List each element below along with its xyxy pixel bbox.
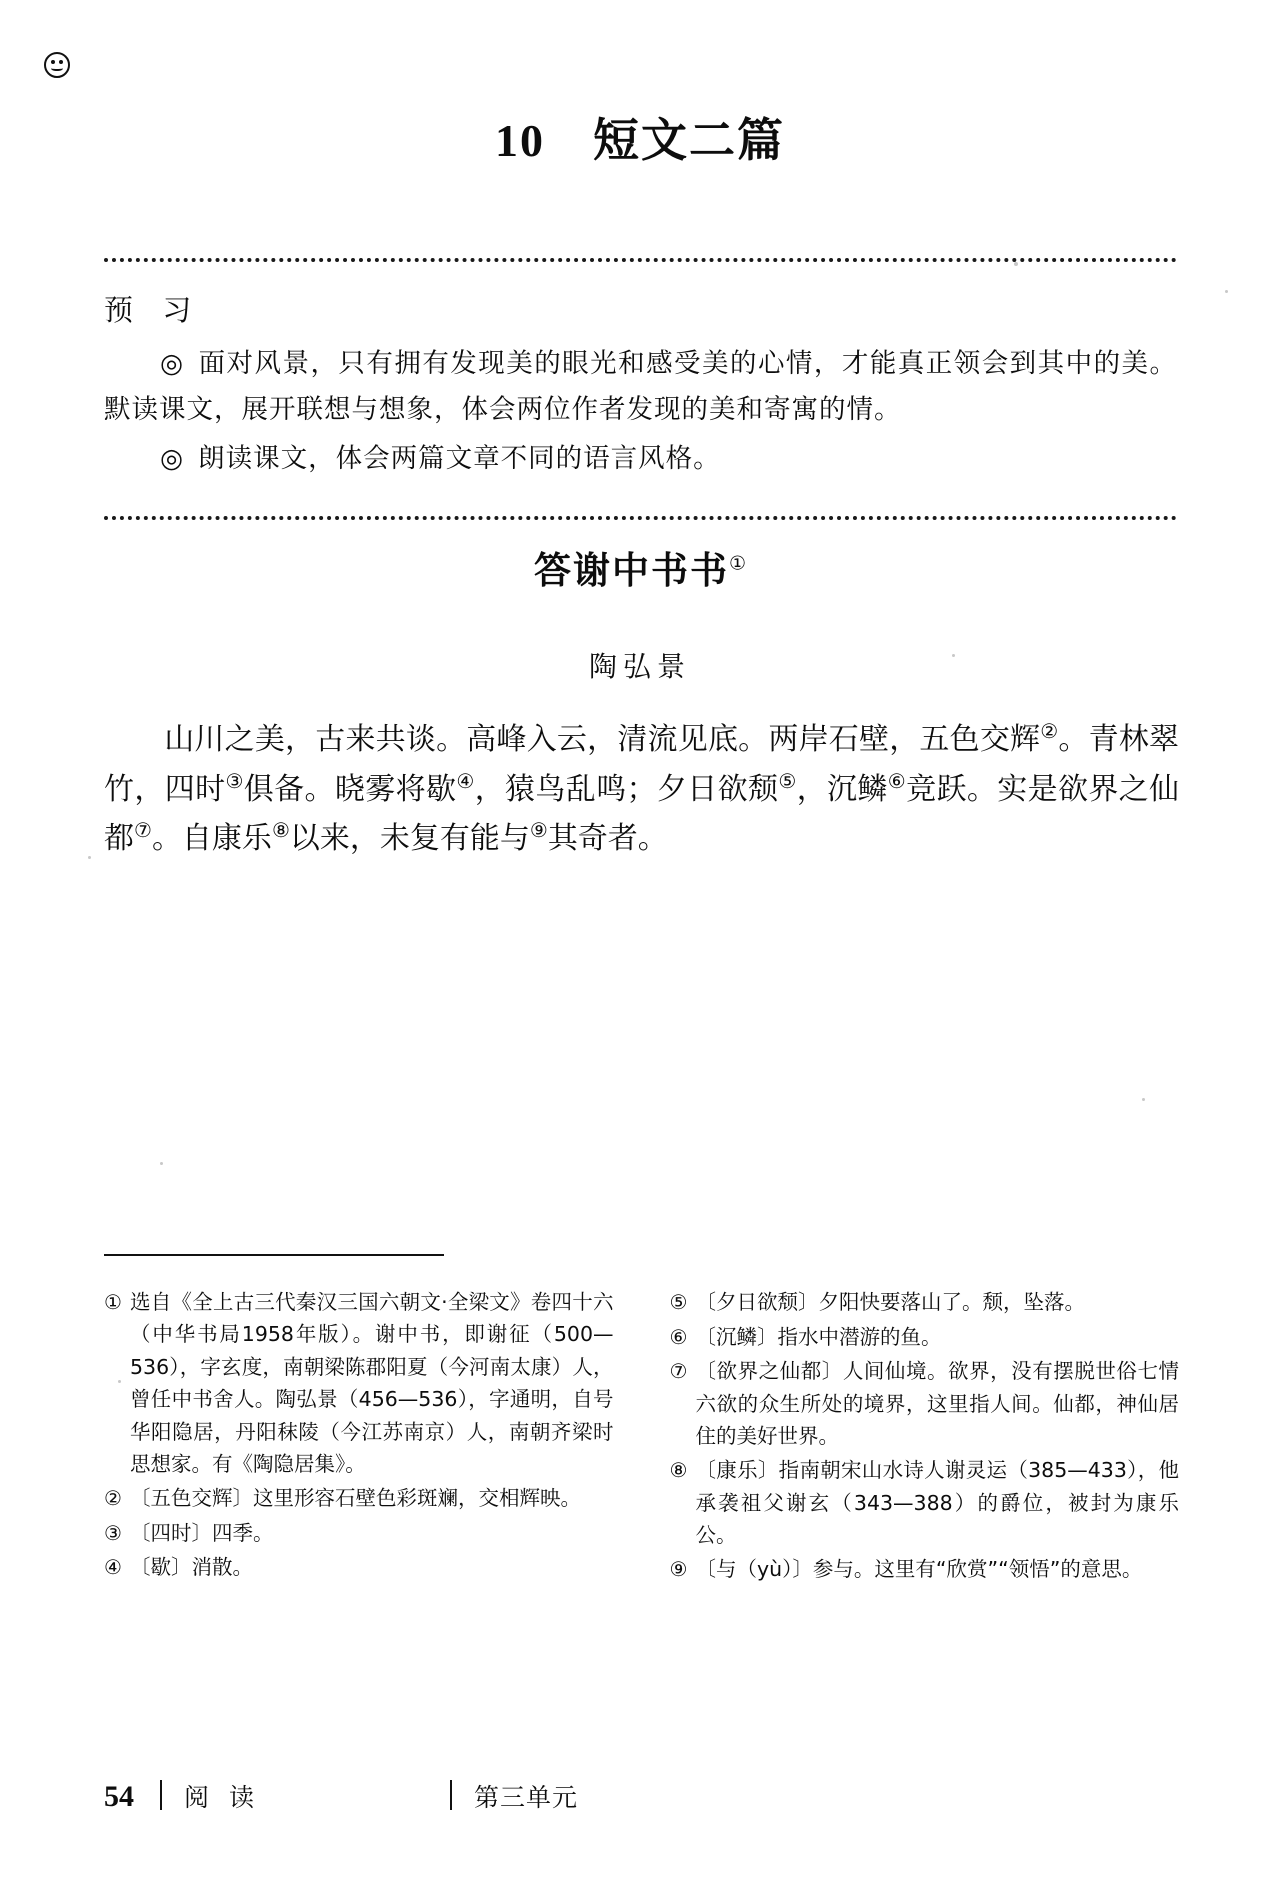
footnote-item [104,1551,614,1584]
footnote-item [670,1321,1180,1354]
footnote-text: 〔五色交辉〕这里形容石壁色彩斑斓，交相辉映。 [130,1486,581,1511]
article-title-text: 答谢中书书 [533,549,729,592]
preview-item-2-text: 朗读课文，体会两篇文章不同的语言风格。 [198,443,721,475]
footnote-marker: ② [104,1486,122,1511]
preview-bottom-divider [104,516,1177,520]
article-body-text: 其奇者。 [547,821,668,857]
footnotes [104,1286,1179,1588]
article-body-text: 俱备。晓雾将歇 [243,771,457,807]
smiley-mouth-icon [51,64,63,71]
footnote-item [670,1454,1180,1551]
scan-speckle [118,1380,121,1383]
article-title [0,540,1280,594]
footnote-marker: ③ [104,1520,122,1545]
footnote-text: 选自《全上古三代秦汉三国六朝文·全梁文》卷四十六（中华书局1958年版）。谢中书，即谢征（500—536），字玄度，南朝梁陈郡阳夏（今河南太康）人，曾任中书舍人。陶弘景（456—536），字通明，自号华阳隐居，丹阳秣陵（今江苏南京）人，南朝齐梁时思想家。有《陶隐居集》。 [130,1290,614,1476]
page-footer [104,1776,1179,1814]
article-footnote-ref: ⑧ [271,818,290,843]
article-title-footnote-ref: ① [728,552,747,575]
footnote-text: 〔四时〕四季。 [130,1520,274,1545]
article-body-text: 。青林翠竹，四时 [104,722,1179,807]
page-number: 54 [104,1780,134,1813]
preview-heading: 预 习 [104,293,202,327]
article-footnote-ref: ③ [225,768,244,793]
preview-item-1 [104,341,1177,432]
article-body [104,715,1179,864]
footnote-separator [104,1254,444,1256]
article-body-text: ，猿鸟乱鸣；夕日欲颓 [474,771,779,807]
footnote-marker: ① [104,1290,122,1314]
article-author: 陶弘景 [588,650,691,683]
article-footnote-ref: ⑥ [887,768,907,793]
footnote-text: 〔歇〕消散。 [130,1555,253,1580]
article-footnote-ref: ④ [456,768,475,793]
footer-unit-label: 第三单元 [473,1783,578,1812]
scan-speckle [1225,290,1228,293]
article-body-flow [104,719,1180,857]
footnote-text: 〔与（yù）〕参与。这里有“欣赏”“领悟”的意思。 [695,1557,1143,1582]
preview-item-2 [104,436,1177,482]
footnote-item [670,1286,1180,1319]
footnote-marker: ⑦ [669,1359,688,1384]
footnote-text: 〔康乐〕指南朝宋山水诗人谢灵运（385—433），他承袭祖父谢玄（343—388）的爵位，被封为康乐公。 [695,1458,1179,1548]
footnote-item [670,1553,1180,1586]
footnote-item [104,1286,614,1480]
footnote-marker: ⑧ [669,1458,688,1483]
preview-block [104,258,1177,520]
footer-divider-1 [160,1780,162,1810]
article-body-text: 。自康乐 [151,821,272,857]
footnote-item [670,1355,1180,1452]
footnote-text: 〔夕日欲颓〕夕阳快要落山了。颓，坠落。 [695,1290,1085,1314]
article-footnote-ref: ② [1040,719,1059,743]
page-title: 10 短文二篇 [495,115,785,166]
footnote-marker: ⑤ [669,1290,688,1314]
article-footnote-ref: ⑤ [778,768,797,793]
bullet-glyph-icon: ◎ [160,348,185,379]
footnote-column-right [670,1286,1180,1588]
preview-item-1-text: 面对风景，只有拥有发现美的眼光和感受美的心情，才能真正领会到其中的美。默读课文，展开联想与想象，体会两位作者发现的美和寄寓的情。 [104,348,1178,425]
footnote-item [104,1482,614,1515]
scan-speckle [160,1162,163,1165]
footnote-marker: ④ [104,1555,122,1580]
scan-speckle [952,654,955,657]
scan-speckle [88,856,91,859]
footer-section-label: 阅 读 [184,1783,260,1812]
bullet-glyph-icon: ◎ [160,443,185,475]
footnote-text: 〔欲界之仙都〕人间仙境。欲界，没有摆脱世俗七情六欲的众生所处的境界，这里指人间。仙都，神仙居住的美好世界。 [695,1359,1179,1448]
footer-divider-2 [450,1780,452,1810]
footnote-marker: ⑨ [669,1557,688,1582]
footnote-marker: ⑥ [669,1324,688,1349]
scan-speckle [1014,262,1018,266]
scan-speckle [1142,1098,1145,1101]
article-body-text: 山川之美，古来共谈。高峰入云，清流见底。两岸石壁，五色交辉 [164,722,1041,757]
article-body-text: 以来，未复有能与 [289,821,530,857]
article-body-text: ，沉鳞 [796,771,888,807]
footnote-text: 〔沉鳞〕指水中潜游的鱼。 [695,1324,942,1349]
article-footnote-ref: ⑦ [134,818,152,843]
footnote-item [104,1517,614,1550]
footnote-column-left [104,1286,614,1588]
article-body-text: 竞跃。实是欲界之仙都 [104,771,1180,857]
article-footnote-ref: ⑨ [529,818,548,843]
smiley-face-icon [44,52,70,78]
